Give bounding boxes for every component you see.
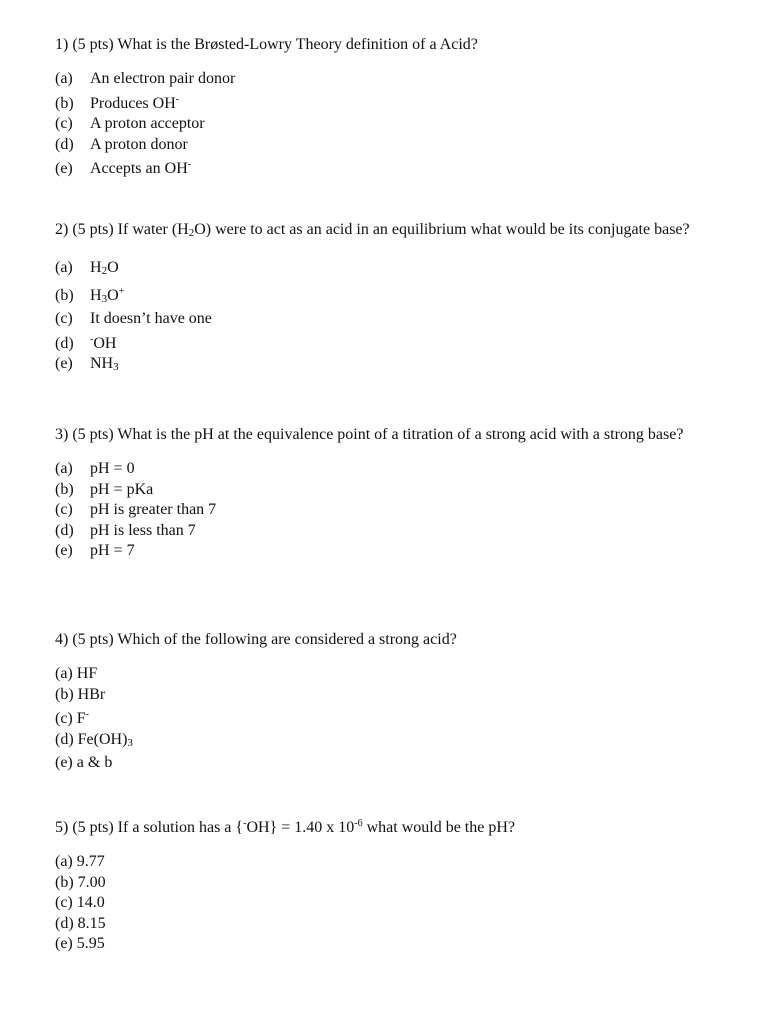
option-2c[interactable]: (c) It doesn’t have one [55, 310, 212, 328]
question-2-options [55, 258, 705, 378]
option-3c[interactable]: (c) pH is greater than 7 [55, 501, 217, 519]
option-1a[interactable]: (a) An electron pair donor [55, 70, 236, 87]
option-3b[interactable]: (b) pH = pKa [55, 480, 154, 498]
question-1-options [55, 69, 705, 180]
question-2-text: 2) (5 pts) If water (H2O) were to act as an acid in an equilibrium what would be its conjugate base? [55, 221, 690, 239]
option-5e[interactable]: (e) 5.95 [55, 935, 105, 953]
option-1e[interactable]: (e) Accepts an OH- [55, 159, 192, 178]
option-1c[interactable]: (c) A proton acceptor [55, 115, 205, 133]
option-5a[interactable]: (a) 9.77 [55, 853, 105, 870]
question-3-text: 3) (5 pts) What is the pH at the equivalence point of a titration of a strong acid with a strong base? [55, 426, 684, 443]
option-5d[interactable]: (d) 8.15 [55, 914, 106, 932]
question-3 [55, 424, 705, 562]
question-4-text: 4) (5 pts) Which of the following are considered a strong acid? [55, 631, 457, 648]
option-3d[interactable]: (d) pH is less than 7 [55, 521, 196, 539]
question-5-text: 5) (5 pts) If a solution has a {-OH} = 1.40 x $10^{-6}$ what would be the pH? [55, 818, 515, 836]
option-5c[interactable]: (c) 14.0 [55, 894, 105, 912]
question-1-text: 1) (5 pts) What is the Brøsted-Lowry Theory definition of a Acid? [55, 36, 478, 53]
question-2 [55, 219, 705, 378]
option-5b[interactable]: (b) 7.00 [55, 873, 106, 891]
question-5 [55, 813, 705, 955]
option-4e[interactable]: (e) a & b [55, 754, 113, 772]
option-2d[interactable]: (d) -OH [55, 333, 117, 352]
option-2a[interactable]: (a) H2O [55, 259, 119, 277]
option-3e[interactable]: (e) pH = 7 [55, 542, 135, 560]
option-2b[interactable]: (b) H3O+ [55, 285, 125, 305]
question-4 [55, 629, 705, 774]
option-2e[interactable]: (e) NH3 [55, 355, 119, 374]
question-1 [55, 34, 705, 180]
option-3a[interactable]: (a) pH = 0 [55, 460, 135, 477]
option-4b[interactable]: (b) HBr [55, 685, 106, 703]
option-4a[interactable]: (a) HF [55, 665, 98, 682]
question-5-options [55, 852, 705, 955]
question-4-options [55, 664, 705, 774]
option-4d[interactable]: (d) Fe(OH)3 [55, 730, 133, 749]
option-1d[interactable]: (d) A proton donor [55, 135, 188, 153]
question-3-options [55, 459, 705, 562]
option-4c[interactable]: (c) F- [55, 709, 90, 728]
option-1b[interactable]: (b) Produces OH- [55, 93, 180, 112]
